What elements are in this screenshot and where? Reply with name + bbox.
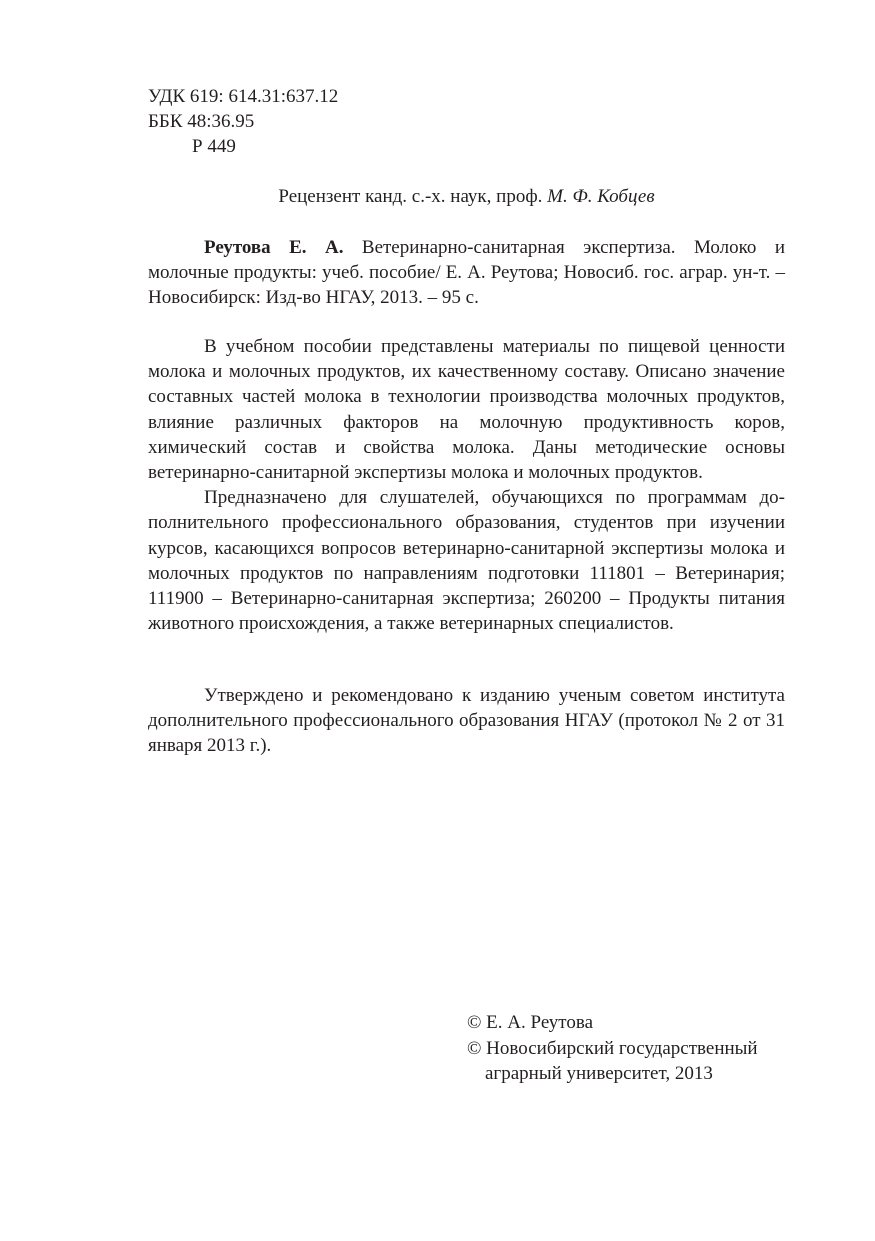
author-sign: Р 449 <box>192 136 236 157</box>
copyright-university-cont: аграрный университет, 2013 <box>485 1063 713 1084</box>
approval-statement <box>148 683 785 759</box>
udk-code: УДК 619: 614.31:637.12 <box>148 86 339 107</box>
annotation-paragraph-2: Предназначено для слушателей, обучающихся по программам дополнительного профессионального образования, студентов при изучении курсов, касающихся вопросов ветеринарно-санитарной экспертизы молока и молочных продуктов по направлениям подготовки 111801 – Ветеринария; 111900 – Ветеринарно-санитарная экспертиза; 260200 – Продукты питания животного происхождения, а также ветеринарных специалистов. <box>148 487 785 635</box>
copyright-block <box>467 1010 758 1087</box>
bibliographic-record <box>148 235 785 311</box>
annotation <box>148 334 785 636</box>
reviewer-prefix: Рецензент канд. с.-х. наук, проф. <box>278 186 543 207</box>
bibliographic-description: Ветеринарно-санитарная экспертиза. Молоко и молочные продукты: учеб. пособие/ Е. А. Реутова; Новосиб. гос. аграр. ун-т. – Новосибирск: Изд-во НГАУ, 2013. – 95 с. <box>148 237 785 309</box>
copyright-university: © Новосибирский государственный <box>467 1037 758 1059</box>
classification-codes <box>148 84 338 159</box>
reviewer-name: М. Ф. Кобцев <box>547 186 655 207</box>
bibliographic-author: Реутова Е. А. <box>204 237 344 258</box>
approval-text: Утверждено и рекомендовано к изданию ученым советом института дополнительного профессионального образования НГАУ (протокол № 2 от 31 января 2013 г.). <box>148 685 785 757</box>
bbk-code: ББК 48:36.95 <box>148 111 255 132</box>
reviewer-line <box>148 184 785 209</box>
annotation-paragraph-1: В учебном пособии представлены материалы по пищевой ценности молока и молочных продуктов, их качественному составу. Описано значение составных частей молока в технологии производства молочных продуктов, влияние различных факторов на молочную продуктивность коров, химический состав и свойства молока. Даны методические основы ветеринарно-санитарной экспертизы молока и молочных продуктов. <box>148 336 785 484</box>
copyright-author: © Е. А. Реутова <box>467 1012 593 1033</box>
